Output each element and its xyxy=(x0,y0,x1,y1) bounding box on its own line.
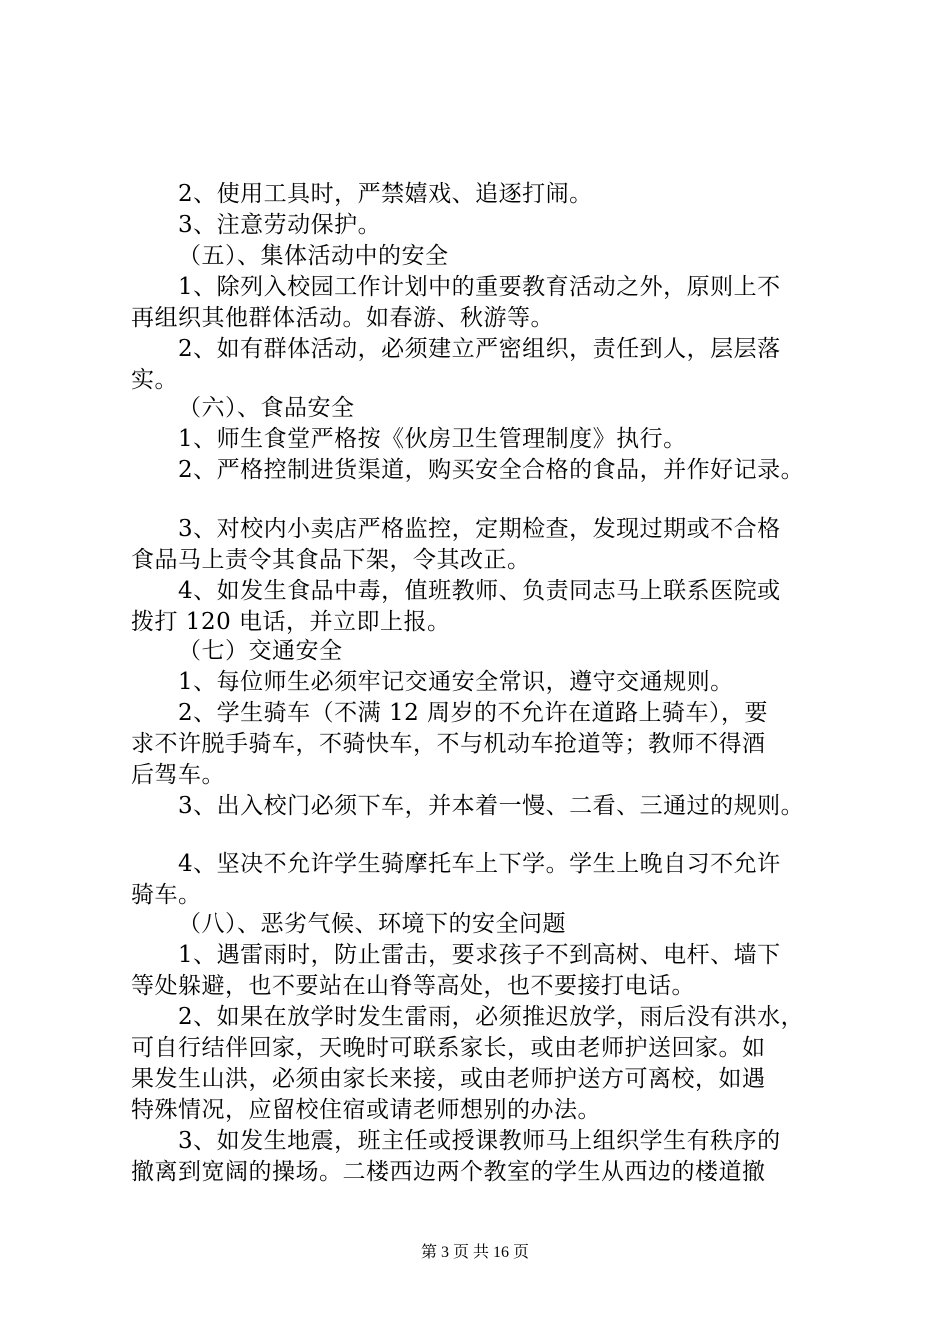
paragraph-line: 骑车。 xyxy=(131,882,202,908)
paragraph-line: 4、坚决不允许学生骑摩托车上下学。学生上晚自习不允许 xyxy=(178,851,781,877)
section-heading: （七）交通安全 xyxy=(178,638,343,664)
paragraph-line: 拨打 120 电话，并立即上报。 xyxy=(131,609,451,635)
paragraph-line: 1、师生食堂严格按《伙房卫生管理制度》执行。 xyxy=(178,426,687,452)
paragraph-line: 2、学生骑车（不满 12 周岁的不允许在道路上骑车），要 xyxy=(178,700,769,726)
paragraph-line: 可自行结伴回家，天晚时可联系家长，或由老师护送回家。如 xyxy=(131,1035,766,1061)
paragraph-line: 实。 xyxy=(131,367,178,393)
paragraph-line: 1、每位师生必须牢记交通安全常识，遵守交通规则。 xyxy=(178,669,734,695)
paragraph-line: 3、注意劳动保护。 xyxy=(178,212,382,238)
section-heading: （六）、食品安全 xyxy=(178,395,355,421)
section-heading: （五）、集体活动中的安全 xyxy=(178,243,449,269)
paragraph-line: 果发生山洪，必须由家长来接，或由老师护送方可离校，如遇 xyxy=(131,1066,766,1092)
paragraph-line: 求不许脱手骑车，不骑快车，不与机动车抢道等；教师不得酒 xyxy=(131,731,766,757)
paragraph-line: 3、如发生地震，班主任或授课教师马上组织学生有秩序的 xyxy=(178,1128,781,1154)
paragraph-line: 2、严格控制进货渠道，购买安全合格的食品，并作好记录。 xyxy=(178,457,805,483)
paragraph-line: 2、使用工具时，严禁嬉戏、追逐打闹。 xyxy=(178,181,593,207)
paragraph-line: 撤离到宽阔的操场。二楼西边两个教室的学生从西边的楼道撤 xyxy=(131,1159,766,1185)
page-number-footer: 第 3 页 共 16 页 xyxy=(420,1244,529,1261)
paragraph-line: 1、遇雷雨时，防止雷击，要求孩子不到高树、电杆、墙下 xyxy=(178,942,781,968)
paragraph-line: 等处躲避，也不要站在山脊等高处，也不要接打电话。 xyxy=(131,973,695,999)
paragraph-line: 2、如果在放学时发生雷雨，必须推迟放学，雨后没有洪水， xyxy=(178,1004,805,1030)
paragraph-line: 3、对校内小卖店严格监控，定期检查，发现过期或不合格 xyxy=(178,516,781,542)
paragraph-line: 1、除列入校园工作计划中的重要教育活动之外，原则上不 xyxy=(178,274,781,300)
paragraph-line: 再组织其他群体活动。如春游、秋游等。 xyxy=(131,305,554,331)
paragraph-line: 特殊情况，应留校住宿或请老师想别的办法。 xyxy=(131,1097,601,1123)
paragraph-line: 后驾车。 xyxy=(131,762,225,788)
paragraph-line: 食品马上责令其食品下架，令其改正。 xyxy=(131,547,531,573)
paragraph-line: 4、如发生食品中毒，值班教师、负责同志马上联系医院或 xyxy=(178,578,781,604)
paragraph-line: 3、出入校门必须下车，并本着一慢、二看、三通过的规则。 xyxy=(178,793,805,819)
paragraph-line: 2、如有群体活动，必须建立严密组织，责任到人，层层落 xyxy=(178,336,781,362)
section-heading: （八）、恶劣气候、环境下的安全问题 xyxy=(178,911,566,937)
